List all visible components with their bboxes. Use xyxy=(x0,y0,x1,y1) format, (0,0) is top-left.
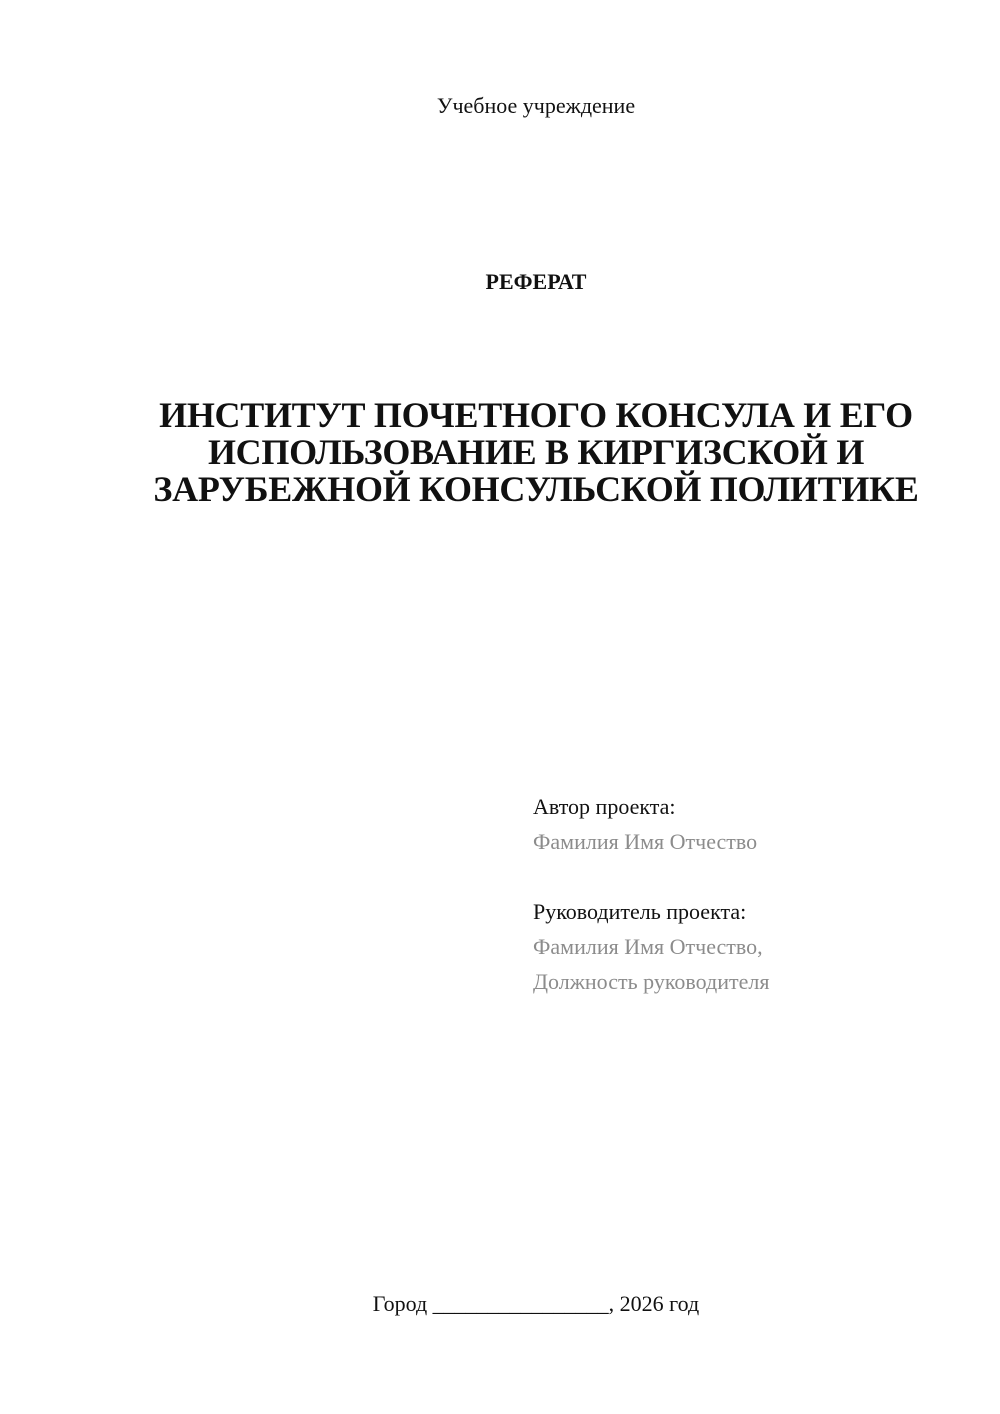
document-type-label: РЕФЕРАТ xyxy=(485,269,587,294)
author-name: Фамилия Имя Отчество xyxy=(533,829,758,854)
spacer xyxy=(533,859,973,894)
supervisor-position: Должность руководителя xyxy=(533,969,770,994)
project-info-block xyxy=(533,789,973,999)
supervisor-label: Руководитель проекта: xyxy=(533,899,747,924)
document-title: ИНСТИТУТ ПОЧЕТНОГО КОНСУЛА И ЕГО ИСПОЛЬЗОВАНИЕ В КИРГИЗСКОЙ И ЗАРУБЕЖНОЙ КОНСУЛЬСКОЙ ПОЛИТИКЕ xyxy=(153,395,919,509)
city-year-line: Город ________________, 2026 год xyxy=(372,1291,700,1316)
institution-name: Учебное учреждение xyxy=(436,93,636,118)
supervisor-name: Фамилия Имя Отчество, xyxy=(533,934,763,959)
author-label: Автор проекта: xyxy=(533,794,676,819)
